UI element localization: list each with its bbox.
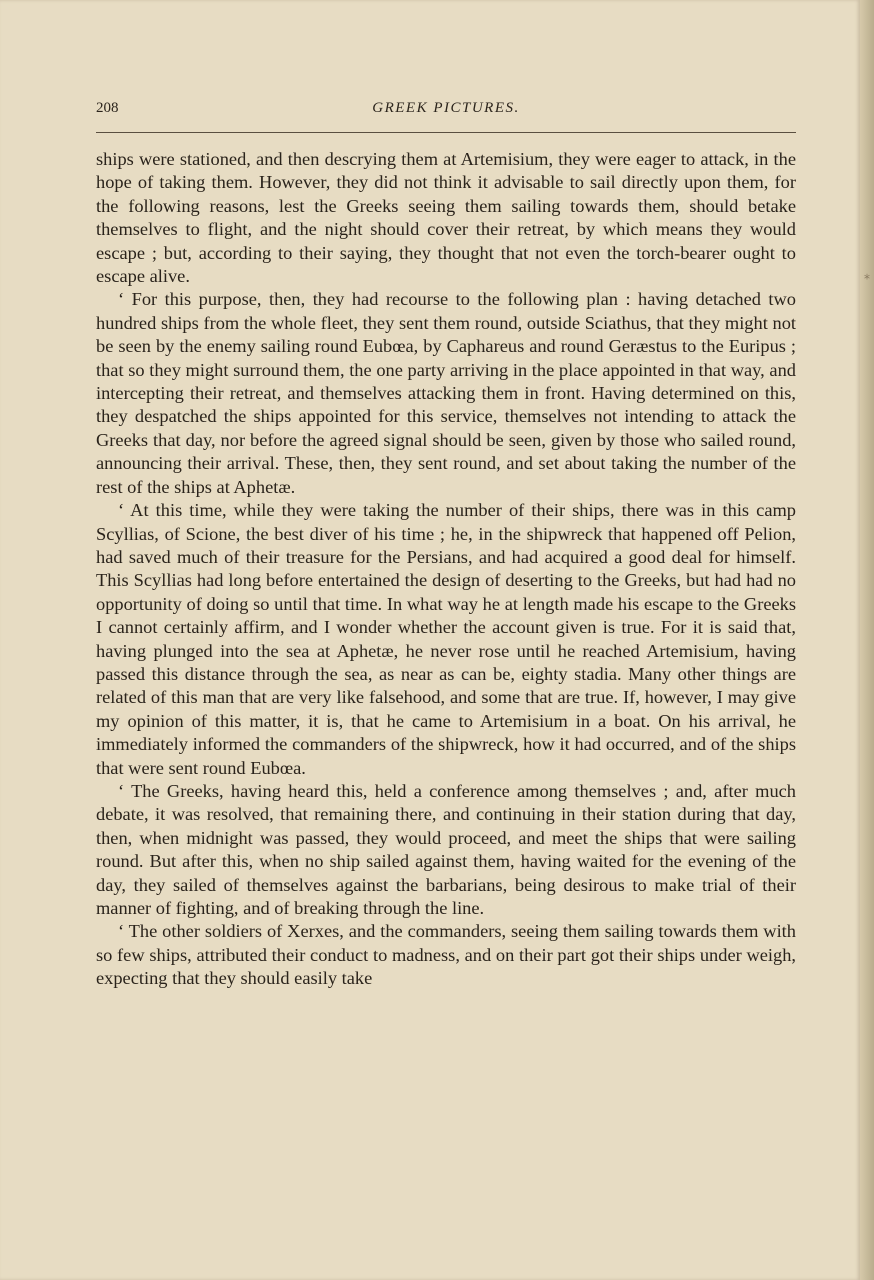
page-number: 208 [96,100,119,116]
paragraph-1: ships were stationed, and then descrying them at Artemisium, they were eager to attack, in the hope of taking them. However, they did not think it advisable to sail directly upon them, for the following reasons, lest the Greeks seeing them sailing towards them, should betake themselves to flight, and the night should cover their retreat, by which means they would escape ; but, according to their saying, they thought that not even the torch-bearer ought to escape alive. [96,149,796,287]
paragraph-2: ‘ For this purpose, then, they had recourse to the following plan : having detached two hundred ships from the whole fleet, they sent them round, outside Sciathus, that they might not be seen by the enemy sailing round Eubœa, by Caphareus and round Geræstus to the Euripus ; that so they might surround them, the one party arriving in the place appointed in that way, and intercepting their retreat, and themselves attacking them in front. Having determined on this, they despatched the ships appointed for this service, themselves not intending to attack the Greeks that day, nor before the agreed signal should be seen, given by those who sailed round, announcing their arrival. These, then, they sent round, and set about taking the number of the rest of the ships at Aphetæ. [96,289,796,497]
page-edge [860,0,874,1280]
paragraph-5: ‘ The other soldiers of Xerxes, and the commanders, seeing them sailing towards them with so few ships, attributed their conduct to madness, and on their part got their ships under weigh, expecting that they should easily take [96,921,796,989]
body-text [96,148,796,991]
running-title: GREEK PICTURES. [372,100,520,116]
paragraph-3: ‘ At this time, while they were taking the number of their ships, there was in this camp Scyllias, of Scione, the best diver of his time ; he, in the shipwreck that happened off Pelion, had saved much of their treasure for the Persians, and had acquired a good deal for himself. This Scyllias had long before entertained the design of deserting to the Greeks, but had had no opportunity of doing so until that time. In what way he at length made his escape to the Greeks I cannot certainly affirm, and I wonder whether the account given is true. For it is said that, having plunged into the sea at Aphetæ, he never rose until he reached Artemisium, having passed this distance through the sea, as near as can be, eighty stadia. Many other things are related of this man that are very like falsehood, and some that are true. If, however, I may give my opinion of this matter, it is, that he came to Artemisium in a boat. On his arrival, he immediately informed the commanders of the shipwreck, how it had occurred, and of the ships that were sent round Eubœa. [96,500,796,778]
running-head [96,100,796,120]
header-rule [96,132,796,133]
paragraph-4: ‘ The Greeks, having heard this, held a conference among themselves ; and, after much debate, it was resolved, that remaining there, and continuing in their station during that day, then, when midnight was passed, they would proceed, and meet the ships that were sailing round. But after this, when no ship sailed against them, having waited for the evening of the day, they sailed of themselves against the barbarians, being desirous to make trial of their manner of fighting, and of breaking through the line. [96,780,796,918]
margin-speck-icon: ⁎ [864,268,870,282]
